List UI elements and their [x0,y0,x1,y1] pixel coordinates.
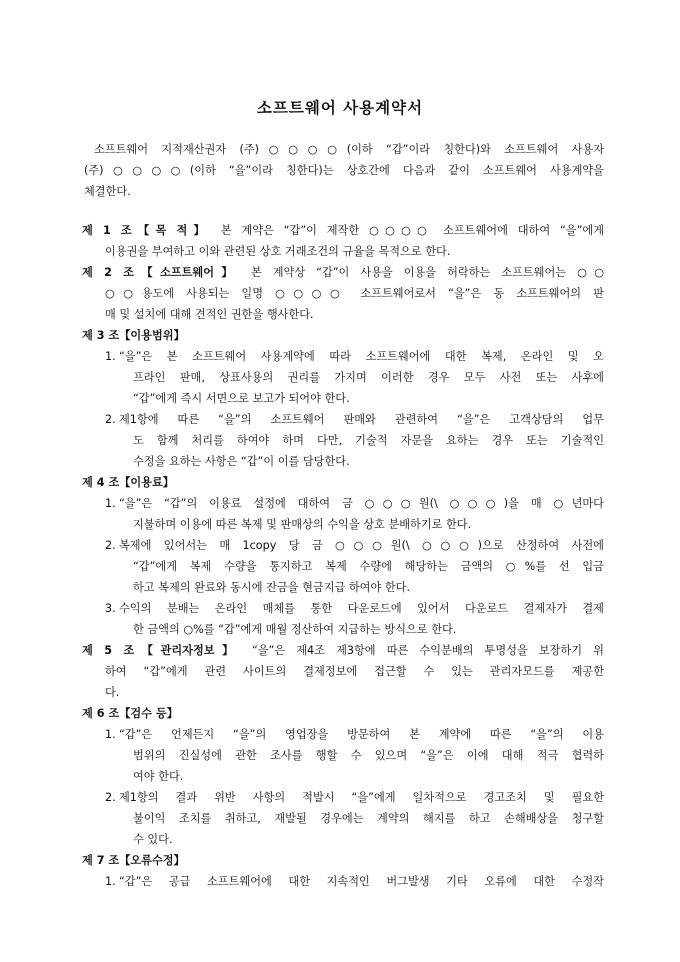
article-text: 본 계약상 “갑”이 사용을 이용을 허락하는 소프트웨어는 ○○ [251,266,604,279]
article-text-line: ○○용도에 사용되는 일명 ○○○○ 소프트웨어로서 “을”은 동 소프트웨어의 판 [105,287,604,300]
clause-number: 1. [105,350,116,363]
clause-text-line: “갑”에게 즉시 서면으로 보고가 되어야 한다. [133,392,350,405]
clause-text-line: 프라인 판매, 상표사용의 권리를 가지며 이러한 경우 모두 사전 또는 사후에 [133,371,604,384]
document-title: 소프트웨어 사용계약서 [256,99,424,117]
clause-text-line: 여야 한다. [133,770,184,783]
intro-line: 체결한다. [84,185,131,198]
clause-number: 1. [105,875,116,888]
article-heading: 제 1 조【목 적】 [82,224,212,237]
article-heading: 제 2 조【소프트웨어】 [82,266,241,279]
clause-text: 복제에 있어서는 매 1copy 당 금 ○○○원(\ ○○○)으로 산정하여 사전에 [119,539,604,552]
article-3 [82,325,604,472]
article-text-line: 다. [105,686,120,699]
clause-first-line [105,598,604,619]
clause-text-line: 수정을 요하는 사항은 “갑”이 이를 담당한다. [133,455,350,468]
clause-first-line [105,724,604,745]
clause-text: “을”은 “갑”의 이용료 설정에 대하여 금 ○○○원(\ ○○○)을 매 ○년마다 [119,497,604,510]
clause-item [82,535,604,598]
clause-text-line: 지불하며 이용에 따른 복제 및 판매상의 수익을 상호 분배하기로 한다. [133,518,472,531]
clause-text: 제1항의 결과 위반 사항의 적발시 “을”에게 일차적으로 경고조치 및 필요한 [119,791,604,804]
clause-text-line: 수 있다. [133,833,173,846]
article-7 [82,850,604,892]
clause-item [82,493,604,535]
clause-text-line: 도 함께 처리를 하여야 하며 다만, 기술적 자문을 요하는 경우 또는 기술적인 [133,434,604,447]
article-2 [82,262,604,325]
clause-text: “을”은 본 소프트웨어 사용계약에 따라 소프트웨어에 대한 복제, 온라인 및 오 [119,350,604,363]
article-heading: 제 6 조【검수 등】 [82,707,178,720]
article-heading: 제 3 조【이용범위】 [82,329,185,342]
clause-number: 3. [105,602,116,615]
clause-first-line [105,409,604,430]
intro-line: (주)○○○○(이하 “을”이라 칭한다)는 상호간에 다음과 같이 소프트웨어 사용계약을 [84,164,604,177]
clause-text-line: 하고 복제의 완료와 동시에 잔금을 현금지급 하여야 한다. [133,581,411,594]
clause-item [82,409,604,472]
article-heading: 제 4 조【이용료】 [82,476,174,489]
clause-first-line [105,871,604,892]
article-heading: 제 7 조【오류수정】 [82,854,185,867]
intro-paragraph [84,139,604,202]
clause-first-line [105,535,604,556]
article-heading: 제 5 조【관리자정보】 [82,644,241,657]
clause-first-line [105,346,604,367]
clause-number: 2. [105,413,116,426]
clause-first-line [105,787,604,808]
clause-first-line [105,493,604,514]
intro-line: 소프트웨어 지적재산권자 (주)○○○○(이하 “갑”이라 칭한다)와 소프트웨어 사용자 [94,143,604,156]
clause-number: 1. [105,497,116,510]
clause-number: 1. [105,728,116,741]
clause-text-line: 범위의 진실성에 관한 조사를 행할 수 있으며 “을”은 이에 대해 적극 협력하 [133,749,604,762]
article-1 [82,220,604,262]
clause-text: “갑”은 공급 소프트웨어에 대한 지속적인 버그발생 기타 오류에 대한 수정작 [119,875,604,888]
article-first-line [82,220,604,241]
article-5 [82,640,604,703]
article-text-line: 이용권을 부여하고 이와 관련된 상호 거래조건의 규율을 목적으로 한다. [105,245,451,258]
clause-text-line: “갑”에게 복제 수량을 통지하고 복제 수량에 해당하는 금액의 ○%를 선 입금 [133,560,604,573]
article-text-line: 매 및 설치에 대해 견적인 권한을 행사한다. [105,308,314,321]
clause-text: “갑”은 언제든지 “을”의 영업장을 방문하여 본 계약에 따른 “을”의 이용 [119,728,604,741]
article-6 [82,703,604,850]
clause-number: 2. [105,791,116,804]
article-first-line [82,262,604,283]
clause-text-line: 한 금액의 ○%를 “갑”에게 매월 정산하여 지급하는 방식으로 한다. [133,623,457,636]
clause-text-line: 불이익 조치를 취하고, 재발될 경우에는 계약의 해지를 하고 손해배상을 청구할 [133,812,604,825]
article-text: “을”은 제4조 제3항에 따른 수익분배의 투명성을 보장하기 위 [251,644,604,657]
article-text: 본 계약은 “갑”이 제작한 ○○○○ 소프트웨어에 대하여 “을”에게 [220,224,605,237]
article-text-line: 하여 “갑”에게 관련 사이트의 결제정보에 접근할 수 있는 관리자모드를 제공한 [105,665,604,678]
articles-list [82,220,604,892]
clause-item [82,787,604,850]
clause-item [82,598,604,640]
clause-item [82,871,604,892]
clause-text: 제1항에 따른 “을”의 소프트웨어 판매와 관련하여 “을”은 고객상담의 업무 [119,413,604,426]
clause-number: 2. [105,539,116,552]
article-4 [82,472,604,640]
clause-item [82,724,604,787]
clause-text: 수익의 분배는 온라인 매체를 통한 다운로드에 있어서 다운로드 결제자가 결제 [119,602,604,615]
article-first-line [82,640,604,661]
clause-item [82,346,604,409]
